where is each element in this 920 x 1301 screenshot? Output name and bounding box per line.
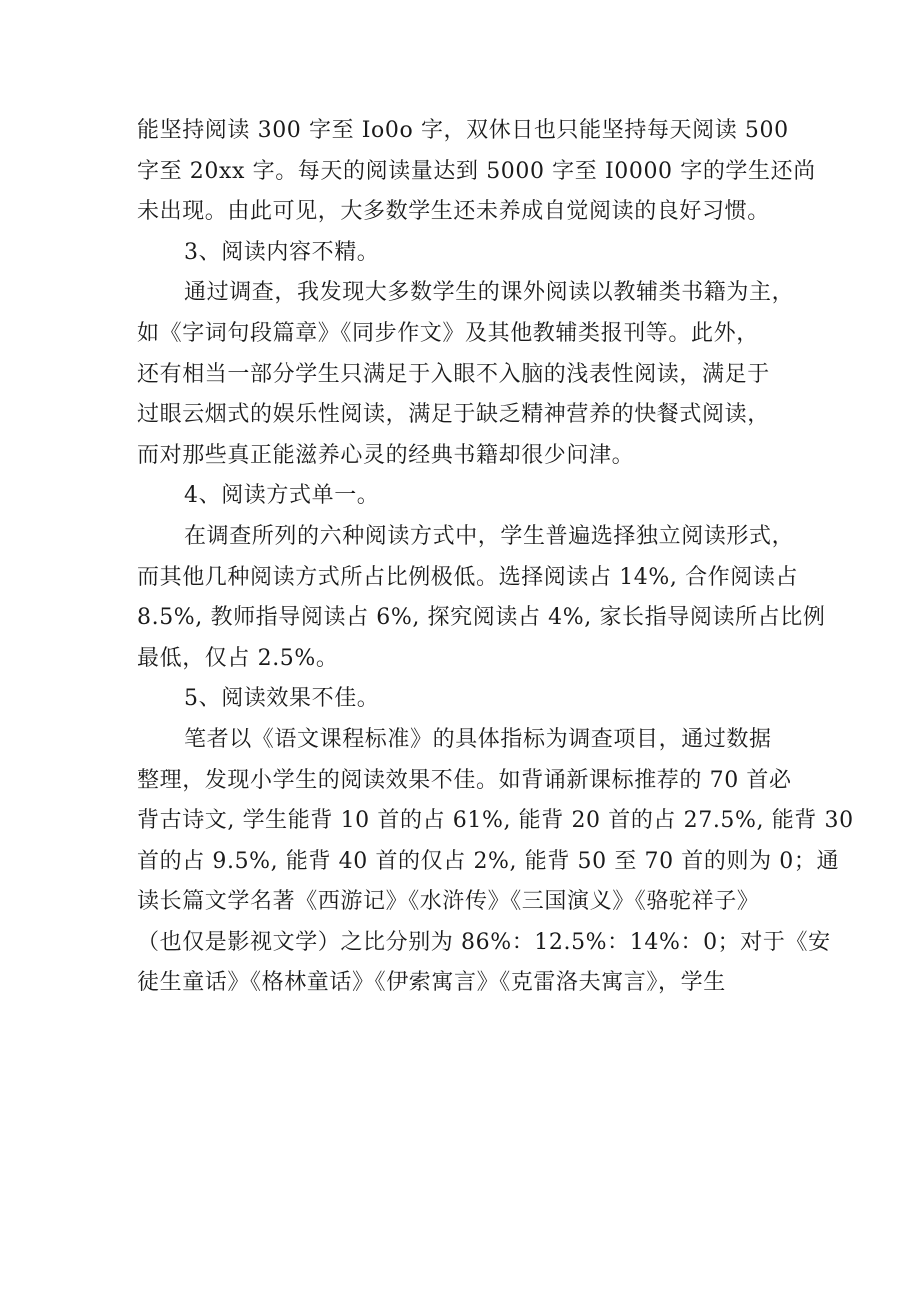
text-line: 整理，发现小学生的阅读效果不佳。如背诵新课标推荐的 70 首必	[137, 767, 792, 793]
text-line: 首的占 9.5%, 能背 40 首的仅占 2%, 能背 50 至 70 首的则为 0；通	[137, 848, 840, 874]
section-heading: 3、阅读内容不精。	[184, 239, 380, 265]
text-line: 通过调查，我发现大多数学生的课外阅读以教辅类书籍为主，	[184, 280, 795, 306]
text-line: 在调查所列的六种阅读方式中，学生普遍选择独立阅读形式，	[184, 523, 795, 549]
text-line: 背古诗文, 学生能背 10 首的占 61%, 能背 20 首的占 27.5%, 能背 30	[137, 808, 854, 834]
text-line: 而其他几种阅读方式所占比例极低。选择阅读占 14%, 合作阅读占	[137, 564, 799, 590]
document-body	[137, 111, 854, 1004]
text-line: 还有相当一部分学生只满足于入眼不入脑的浅表性阅读，满足于	[137, 361, 770, 387]
text-line: 字至 20xx 字。每天的阅读量达到 5000 字至 I0000 字的学生还尚	[137, 158, 816, 184]
text-line: 读长篇文学名著《西游记》《水浒传》《三国演义》《骆驼祥子》	[137, 889, 760, 915]
section-heading: 5、阅读效果不佳。	[184, 686, 380, 712]
text-line: 如《字词句段篇章》《同步作文》及其他教辅类报刊等。此外，	[137, 320, 759, 346]
text-line: 能坚持阅读 300 字至 Io0o 字，双休日也只能坚持每天阅读 500	[137, 118, 789, 143]
text-line: 笔者以《语文课程标准》的具体指标为调查项目，通过数据	[184, 726, 772, 752]
text-line: 未出现。由此可见，大多数学生还未养成自觉阅读的良好习惯。	[137, 199, 770, 225]
text-line: 徒生童话》《格林童话》《伊索寓言》《克雷洛夫寓言》，学生	[137, 970, 726, 996]
text-line: 而对那些真正能滋养心灵的经典书籍却很少问津。	[137, 442, 635, 468]
text-line: 8.5%, 教师指导阅读占 6%, 探究阅读占 4%, 家长指导阅读所占比例	[137, 605, 826, 631]
section-heading: 4、阅读方式单一。	[184, 483, 380, 509]
text-line: （也仅是影视文学）之比分别为 86%：12.5%：14%：0；对于《安	[137, 929, 831, 955]
text-line: 最低，仅占 2.5%。	[137, 645, 339, 671]
text-line: 过眼云烟式的娱乐性阅读，满足于缺乏精神营养的快餐式阅读，	[137, 402, 770, 428]
